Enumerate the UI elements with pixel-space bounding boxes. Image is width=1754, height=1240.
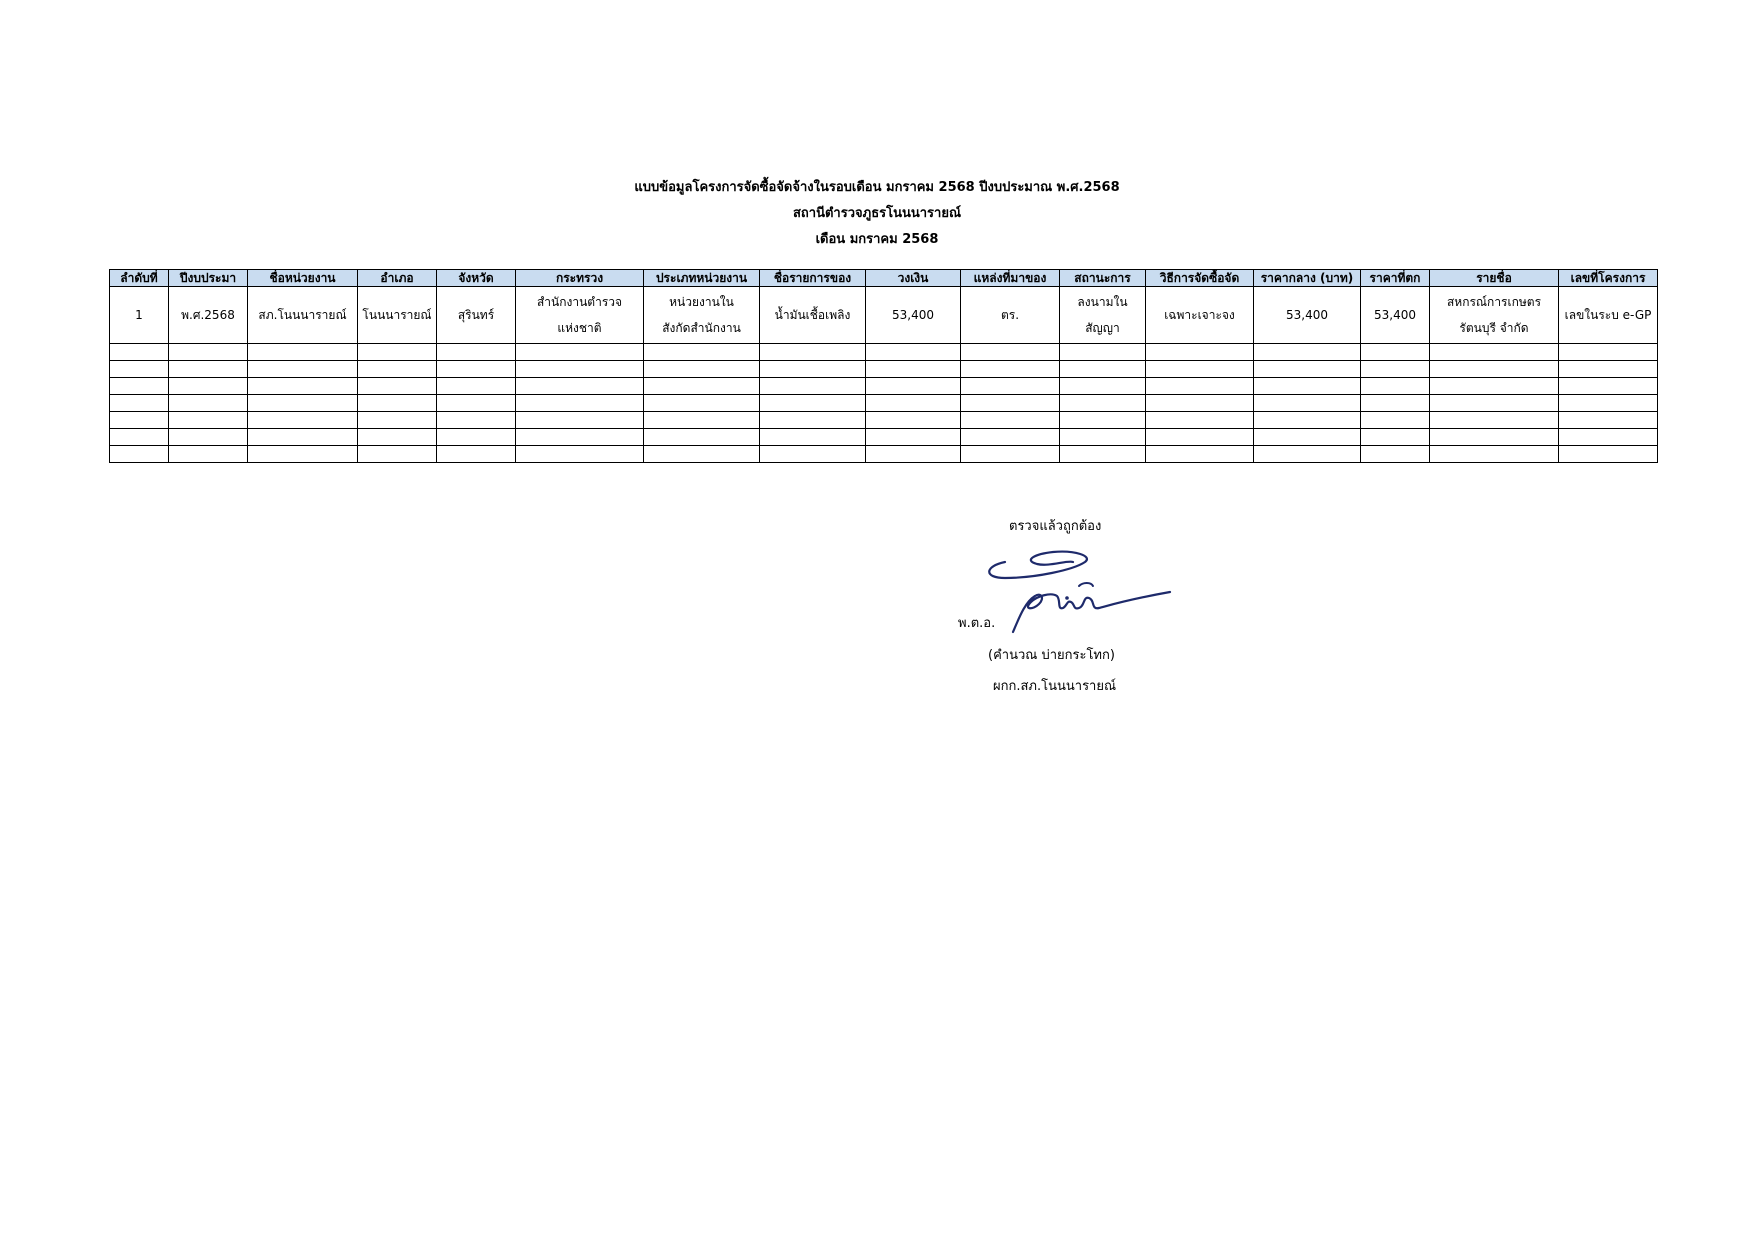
empty-cell xyxy=(1559,429,1658,446)
empty-cell xyxy=(1060,378,1146,395)
vendor-cell xyxy=(1430,287,1559,344)
empty-cell xyxy=(1060,344,1146,361)
column-header: เลขที่โครงการ xyxy=(1559,270,1658,287)
empty-cell xyxy=(516,412,644,429)
empty-cell xyxy=(248,412,358,429)
procurement-table xyxy=(109,269,1658,463)
empty-cell xyxy=(1361,344,1430,361)
empty-cell xyxy=(866,361,961,378)
empty-cell xyxy=(1146,412,1254,429)
empty-cell xyxy=(961,412,1060,429)
empty-cell xyxy=(1430,395,1559,412)
empty-cell xyxy=(169,412,248,429)
empty-cell xyxy=(169,361,248,378)
empty-cell xyxy=(1060,412,1146,429)
empty-cell xyxy=(1559,344,1658,361)
empty-cell xyxy=(1254,395,1361,412)
empty-cell xyxy=(644,429,760,446)
empty-cell xyxy=(248,429,358,446)
empty-cell xyxy=(358,412,437,429)
empty-cell xyxy=(169,429,248,446)
agency-type-line: สังกัดสำนักงาน xyxy=(662,321,741,335)
empty-cell xyxy=(1430,412,1559,429)
empty-cell xyxy=(1361,361,1430,378)
empty-cell xyxy=(961,361,1060,378)
empty-cell xyxy=(1146,429,1254,446)
empty-table-row xyxy=(110,344,1658,361)
signer-name: (คำนวณ บ่ายกระโทก) xyxy=(988,648,1115,663)
agency-type-line: หน่วยงานใน xyxy=(669,295,734,309)
column-header: อำเภอ xyxy=(358,270,437,287)
empty-cell xyxy=(1361,412,1430,429)
column-header: ราคาที่ตก xyxy=(1361,270,1430,287)
column-header: ปีงบประมา xyxy=(169,270,248,287)
district-cell: โนนนารายณ์ xyxy=(358,287,437,344)
empty-cell xyxy=(866,412,961,429)
column-header: ชื่อรายการของ xyxy=(760,270,866,287)
empty-cell xyxy=(437,378,516,395)
empty-cell xyxy=(1254,446,1361,463)
empty-table-row xyxy=(110,395,1658,412)
empty-cell xyxy=(644,378,760,395)
empty-cell xyxy=(644,361,760,378)
signer-position: ผกก.สภ.โนนนารายณ์ xyxy=(993,679,1117,694)
empty-cell xyxy=(110,378,169,395)
empty-cell xyxy=(110,344,169,361)
empty-table-row xyxy=(110,446,1658,463)
column-header: ประเภทหน่วยงาน xyxy=(644,270,760,287)
empty-cell xyxy=(169,378,248,395)
status-line: ลงนามใน xyxy=(1077,295,1128,309)
empty-table-row xyxy=(110,361,1658,378)
empty-cell xyxy=(1361,395,1430,412)
empty-cell xyxy=(866,446,961,463)
empty-cell xyxy=(1430,378,1559,395)
column-header: ลำดับที่ xyxy=(110,270,169,287)
empty-cell xyxy=(110,395,169,412)
empty-cell xyxy=(1559,361,1658,378)
empty-cell xyxy=(516,344,644,361)
median-price-cell: 53,400 xyxy=(1254,287,1361,344)
signature-image xyxy=(975,540,1175,640)
empty-cell xyxy=(866,429,961,446)
empty-cell xyxy=(961,429,1060,446)
empty-cell xyxy=(644,344,760,361)
agency-type-cell xyxy=(644,287,760,344)
empty-cell xyxy=(760,344,866,361)
empty-cell xyxy=(1559,395,1658,412)
empty-cell xyxy=(110,412,169,429)
empty-cell xyxy=(644,446,760,463)
empty-cell xyxy=(516,378,644,395)
column-header: สถานะการ xyxy=(1060,270,1146,287)
verified-label: ตรวจแล้วถูกต้อง xyxy=(1009,519,1102,534)
source-cell: ตร. xyxy=(961,287,1060,344)
budget-cell: 53,400 xyxy=(866,287,961,344)
empty-cell xyxy=(1146,361,1254,378)
empty-cell xyxy=(961,446,1060,463)
empty-cell xyxy=(358,378,437,395)
empty-cell xyxy=(1060,429,1146,446)
empty-cell xyxy=(1559,412,1658,429)
item-cell: น้ำมันเชื้อเพลิง xyxy=(760,287,866,344)
empty-cell xyxy=(248,395,358,412)
empty-cell xyxy=(248,446,358,463)
column-header: รายชื่อ xyxy=(1430,270,1559,287)
agreed-price-cell: 53,400 xyxy=(1361,287,1430,344)
ministry-line: แห่งชาติ xyxy=(557,321,602,335)
empty-cell xyxy=(110,446,169,463)
empty-cell xyxy=(1146,395,1254,412)
empty-cell xyxy=(760,378,866,395)
empty-table-row xyxy=(110,412,1658,429)
empty-cell xyxy=(437,412,516,429)
empty-cell xyxy=(1060,361,1146,378)
report-month: เดือน มกราคม 2568 xyxy=(815,232,939,247)
empty-cell xyxy=(169,395,248,412)
column-header: วงเงิน xyxy=(866,270,961,287)
column-header: ชื่อหน่วยงาน xyxy=(248,270,358,287)
status-line: สัญญา xyxy=(1085,321,1120,335)
empty-cell xyxy=(437,344,516,361)
ministry-cell xyxy=(516,287,644,344)
empty-table-row xyxy=(110,378,1658,395)
empty-cell xyxy=(1430,361,1559,378)
empty-cell xyxy=(358,361,437,378)
empty-cell xyxy=(1254,344,1361,361)
empty-cell xyxy=(1559,446,1658,463)
column-header: กระทรวง xyxy=(516,270,644,287)
empty-cell xyxy=(760,361,866,378)
empty-cell xyxy=(110,429,169,446)
column-header: จังหวัด xyxy=(437,270,516,287)
empty-cell xyxy=(516,361,644,378)
empty-cell xyxy=(248,378,358,395)
empty-cell xyxy=(866,395,961,412)
empty-cell xyxy=(1060,395,1146,412)
empty-cell xyxy=(1430,344,1559,361)
empty-cell xyxy=(516,395,644,412)
empty-cell xyxy=(961,395,1060,412)
empty-cell xyxy=(1361,378,1430,395)
fiscal-year-cell: พ.ศ.2568 xyxy=(169,287,248,344)
empty-cell xyxy=(437,361,516,378)
empty-cell xyxy=(961,344,1060,361)
empty-cell xyxy=(1146,446,1254,463)
project-no-cell: เลขในระบ e-GP xyxy=(1559,287,1658,344)
empty-cell xyxy=(437,446,516,463)
empty-cell xyxy=(437,395,516,412)
empty-cell xyxy=(1146,378,1254,395)
empty-cell xyxy=(1254,378,1361,395)
vendor-line: สหกรณ์การเกษตร xyxy=(1446,295,1542,309)
empty-cell xyxy=(1060,446,1146,463)
empty-cell xyxy=(1254,412,1361,429)
column-header: แหล่งที่มาของ xyxy=(961,270,1060,287)
empty-cell xyxy=(516,446,644,463)
empty-cell xyxy=(248,361,358,378)
status-cell xyxy=(1060,287,1146,344)
empty-cell xyxy=(1254,429,1361,446)
empty-cell xyxy=(248,344,358,361)
empty-cell xyxy=(358,395,437,412)
empty-cell xyxy=(1559,378,1658,395)
empty-cell xyxy=(1254,361,1361,378)
empty-cell xyxy=(760,412,866,429)
empty-cell xyxy=(866,344,961,361)
column-header: วิธีการจัดซื้อจัด xyxy=(1146,270,1254,287)
empty-cell xyxy=(760,395,866,412)
agency-cell: สภ.โนนนารายณ์ xyxy=(248,287,358,344)
province-cell: สุรินทร์ xyxy=(437,287,516,344)
empty-cell xyxy=(1361,429,1430,446)
empty-cell xyxy=(961,378,1060,395)
empty-cell xyxy=(1146,344,1254,361)
method-cell: เฉพาะเจาะจง xyxy=(1146,287,1254,344)
table-row xyxy=(110,287,1658,344)
empty-cell xyxy=(437,429,516,446)
empty-cell xyxy=(169,446,248,463)
empty-cell xyxy=(760,429,866,446)
empty-cell xyxy=(644,395,760,412)
empty-cell xyxy=(1430,446,1559,463)
empty-cell xyxy=(866,378,961,395)
vendor-line: รัตนบุรี จำกัด xyxy=(1459,321,1529,335)
table-header-row xyxy=(110,270,1658,287)
empty-cell xyxy=(358,344,437,361)
empty-cell xyxy=(110,361,169,378)
empty-cell xyxy=(760,446,866,463)
document-title: แบบข้อมูลโครงการจัดซื้อจัดจ้างในรอบเดือน มกราคม 2568 ปีงบประมาณ พ.ศ.2568 xyxy=(634,180,1120,195)
ministry-line: สำนักงานตำรวจ xyxy=(536,295,623,309)
empty-cell xyxy=(358,446,437,463)
column-header: ราคากลาง (บาท) xyxy=(1254,270,1361,287)
signer-rank: พ.ต.อ. xyxy=(958,616,996,631)
empty-cell xyxy=(644,412,760,429)
empty-cell xyxy=(516,429,644,446)
empty-table-row xyxy=(110,429,1658,446)
empty-cell xyxy=(358,429,437,446)
station-name: สถานีตำรวจภูธรโนนนารายณ์ xyxy=(792,206,962,221)
seq-cell: 1 xyxy=(110,287,169,344)
empty-cell xyxy=(1361,446,1430,463)
empty-cell xyxy=(1430,429,1559,446)
empty-cell xyxy=(169,344,248,361)
